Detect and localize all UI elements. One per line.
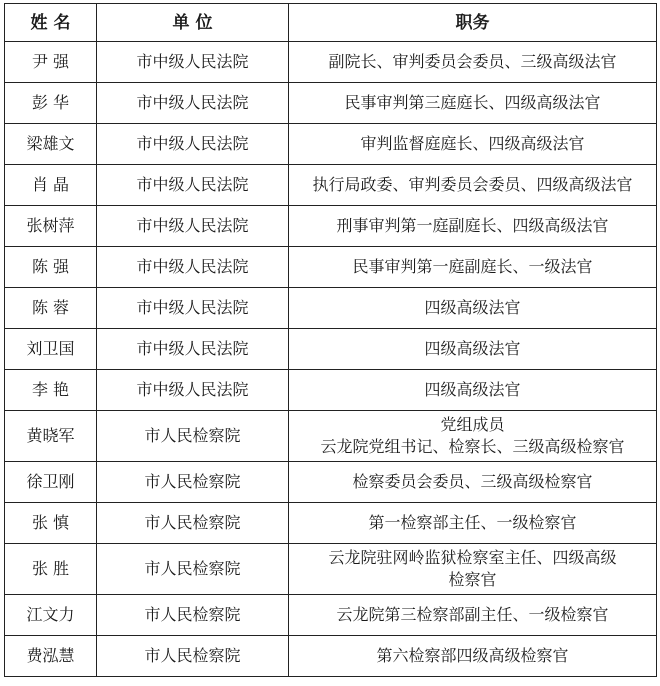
cell-unit: 市中级人民法院 [97, 288, 289, 329]
cell-unit: 市人民检察院 [97, 411, 289, 462]
table-row [5, 636, 657, 677]
position-line: 刑事审判第一庭副庭长、四级高级法官 [336, 216, 609, 235]
cell-position [289, 411, 657, 462]
position-line: 第六检察部四级高级检察官 [376, 646, 569, 665]
appointment-table [4, 3, 657, 677]
cell-unit: 市人民检察院 [97, 595, 289, 636]
cell-name: 江文力 [5, 595, 97, 636]
cell-position [289, 206, 657, 247]
cell-unit: 市人民检察院 [97, 462, 289, 503]
position-line: 民事审判第三庭庭长、四级高级法官 [344, 93, 601, 112]
table-row [5, 124, 657, 165]
position-line: 四级高级法官 [424, 298, 521, 317]
cell-unit: 市中级人民法院 [97, 370, 289, 411]
table-row [5, 370, 657, 411]
cell-name: 肖 晶 [5, 165, 97, 206]
table-row [5, 329, 657, 370]
position-line: 执行局政委、审判委员会委员、四级高级法官 [312, 175, 633, 194]
cell-position [289, 462, 657, 503]
position-line: 审判监督庭庭长、四级高级法官 [360, 134, 585, 153]
cell-position [289, 544, 657, 595]
header-position: 职务 [289, 4, 657, 42]
cell-unit: 市中级人民法院 [97, 124, 289, 165]
table-row [5, 165, 657, 206]
cell-name: 张树萍 [5, 206, 97, 247]
cell-position [289, 636, 657, 677]
cell-name: 费泓慧 [5, 636, 97, 677]
cell-name: 梁雄文 [5, 124, 97, 165]
cell-name: 陈 蓉 [5, 288, 97, 329]
cell-name: 黄晓军 [5, 411, 97, 462]
position-line: 检察官 [448, 570, 497, 589]
cell-unit: 市人民检察院 [97, 636, 289, 677]
cell-name: 张 慎 [5, 503, 97, 544]
cell-name: 陈 强 [5, 247, 97, 288]
cell-unit: 市中级人民法院 [97, 165, 289, 206]
position-line: 党组成员 [440, 415, 505, 434]
cell-unit: 市人民检察院 [97, 544, 289, 595]
cell-position [289, 595, 657, 636]
cell-position [289, 503, 657, 544]
position-line: 四级高级法官 [424, 380, 521, 399]
cell-position [289, 329, 657, 370]
cell-name: 尹 强 [5, 42, 97, 83]
cell-unit: 市中级人民法院 [97, 329, 289, 370]
cell-unit: 市中级人民法院 [97, 83, 289, 124]
position-line: 检察委员会委员、三级高级检察官 [352, 472, 593, 491]
header-name: 姓 名 [5, 4, 97, 42]
table-row [5, 462, 657, 503]
cell-unit: 市中级人民法院 [97, 247, 289, 288]
cell-name: 彭 华 [5, 83, 97, 124]
table-row [5, 42, 657, 83]
cell-position [289, 42, 657, 83]
position-line: 云龙院驻网岭监狱检察室主任、四级高级 [328, 548, 617, 567]
cell-name: 徐卫刚 [5, 462, 97, 503]
cell-name: 张 胜 [5, 544, 97, 595]
position-line: 云龙院党组书记、检察长、三级高级检察官 [320, 437, 625, 456]
cell-position [289, 370, 657, 411]
position-line: 民事审判第一庭副庭长、一级法官 [352, 257, 593, 276]
table-row [5, 544, 657, 595]
table-row [5, 288, 657, 329]
cell-position [289, 83, 657, 124]
cell-unit: 市中级人民法院 [97, 206, 289, 247]
header-unit: 单 位 [97, 4, 289, 42]
cell-position [289, 247, 657, 288]
position-line: 四级高级法官 [424, 339, 521, 358]
cell-name: 李 艳 [5, 370, 97, 411]
position-line: 云龙院第三检察部副主任、一级检察官 [336, 605, 609, 624]
cell-position [289, 165, 657, 206]
position-line: 副院长、审判委员会委员、三级高级法官 [328, 52, 617, 71]
table-row [5, 83, 657, 124]
table-row [5, 503, 657, 544]
header-row [5, 4, 657, 42]
cell-position [289, 124, 657, 165]
cell-unit: 市中级人民法院 [97, 42, 289, 83]
table-row [5, 595, 657, 636]
cell-name: 刘卫国 [5, 329, 97, 370]
cell-unit: 市人民检察院 [97, 503, 289, 544]
table-row [5, 247, 657, 288]
table-row [5, 206, 657, 247]
table-row [5, 411, 657, 462]
position-line: 第一检察部主任、一级检察官 [368, 513, 577, 532]
cell-position [289, 288, 657, 329]
